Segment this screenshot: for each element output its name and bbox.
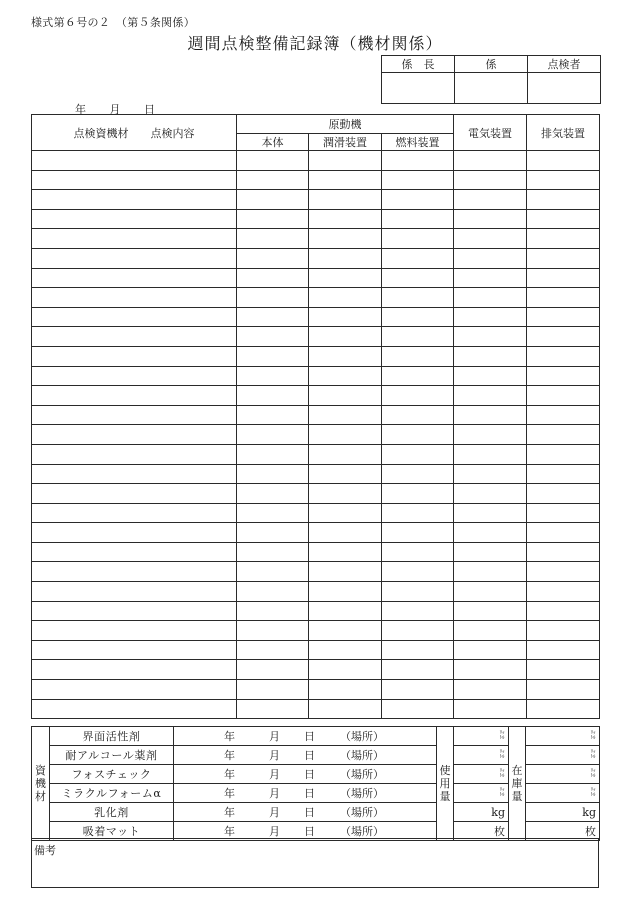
inspection-cell-fuel[interactable] xyxy=(382,209,454,229)
inspection-cell-lubrication[interactable] xyxy=(309,327,382,347)
inspection-cell-lubrication[interactable] xyxy=(309,151,382,171)
inspection-cell-lubrication[interactable] xyxy=(309,268,382,288)
inspection-row xyxy=(32,307,600,327)
inspection-cell-electrical[interactable] xyxy=(454,699,527,719)
unit-label: ﾘｯﾄﾙ xyxy=(590,730,596,741)
inspection-cell-body[interactable] xyxy=(237,386,309,406)
header-electrical: 電気装置 xyxy=(454,115,527,151)
place-label: （場所） xyxy=(340,749,384,762)
inspection-cell-item[interactable] xyxy=(32,405,237,425)
inspection-cell-exhaust[interactable] xyxy=(527,248,600,268)
inspection-cell-electrical[interactable] xyxy=(454,444,527,464)
inspection-cell-item[interactable] xyxy=(32,523,237,543)
inspection-cell-fuel[interactable] xyxy=(382,640,454,660)
inspection-cell-fuel[interactable] xyxy=(382,346,454,366)
inspection-row xyxy=(32,346,600,366)
inspection-cell-fuel[interactable] xyxy=(382,523,454,543)
inspection-cell-body[interactable] xyxy=(237,405,309,425)
approval-stamp-chief[interactable] xyxy=(382,73,455,104)
inspection-row xyxy=(32,640,600,660)
inspection-cell-electrical[interactable] xyxy=(454,484,527,504)
remarks-table xyxy=(31,838,599,888)
used-amount-cell[interactable] xyxy=(454,746,509,765)
header-fuel: 燃料装置 xyxy=(382,134,454,151)
inspection-cell-item[interactable] xyxy=(32,327,237,347)
unit-label: 枚 xyxy=(585,825,596,838)
unit-label: kg xyxy=(582,805,596,819)
date-day-label: 日 xyxy=(304,825,315,838)
remarks-label: 備考 xyxy=(34,844,56,857)
unit-label: ﾘｯﾄﾙ xyxy=(590,787,596,798)
inspection-cell-body[interactable] xyxy=(237,229,309,249)
used-amount-cell[interactable] xyxy=(454,765,509,784)
inspection-row xyxy=(32,425,600,445)
inspection-cell-item[interactable] xyxy=(32,582,237,602)
unit-label: ﾘｯﾄﾙ xyxy=(590,749,596,760)
stock-amount-cell[interactable] xyxy=(526,746,600,765)
date-year-label: 年 xyxy=(224,806,235,819)
inspection-cell-fuel[interactable] xyxy=(382,484,454,504)
date-year-label: 年 xyxy=(224,749,235,762)
inspection-cell-electrical[interactable] xyxy=(454,248,527,268)
date-day-label: 日 xyxy=(304,730,315,743)
inspection-row xyxy=(32,562,600,582)
inspection-cell-exhaust[interactable] xyxy=(527,307,600,327)
stock-amount-label: 在 庫 量 xyxy=(509,727,526,841)
inspection-row xyxy=(32,503,600,523)
inspection-cell-exhaust[interactable] xyxy=(527,621,600,641)
inspection-cell-item[interactable] xyxy=(32,170,237,190)
inspection-cell-item[interactable] xyxy=(32,248,237,268)
inspection-cell-exhaust[interactable] xyxy=(527,660,600,680)
inspection-cell-exhaust[interactable] xyxy=(527,484,600,504)
stock-amount-cell[interactable] xyxy=(526,727,600,746)
inspection-cell-item[interactable] xyxy=(32,307,237,327)
date-day-label: 日 xyxy=(304,768,315,781)
inspection-cell-item[interactable] xyxy=(32,699,237,719)
date-year-label: 年 xyxy=(224,825,235,838)
date-day-label: 日 xyxy=(304,806,315,819)
date-year-label: 年 xyxy=(224,787,235,800)
inspection-cell-body[interactable] xyxy=(237,307,309,327)
place-label: （場所） xyxy=(340,825,384,838)
supply-name: 乳化剤 xyxy=(50,803,174,822)
supply-name: 耐アルコール薬剤 xyxy=(50,746,174,765)
inspection-row xyxy=(32,288,600,308)
unit-label: ﾘｯﾄﾙ xyxy=(499,787,505,798)
used-amount-cell[interactable] xyxy=(454,803,509,822)
inspection-cell-body[interactable] xyxy=(237,503,309,523)
approval-header-staff: 係 xyxy=(455,56,528,73)
date-month-label: 月 xyxy=(269,768,280,781)
inspection-cell-lubrication[interactable] xyxy=(309,464,382,484)
inspection-cell-fuel[interactable] xyxy=(382,386,454,406)
inspection-cell-lubrication[interactable] xyxy=(309,699,382,719)
inspection-cell-lubrication[interactable] xyxy=(309,660,382,680)
inspection-table xyxy=(31,114,600,719)
inspection-cell-electrical[interactable] xyxy=(454,542,527,562)
inspection-cell-fuel[interactable] xyxy=(382,229,454,249)
inspection-cell-body[interactable] xyxy=(237,425,309,445)
approval-header-inspector: 点検者 xyxy=(528,56,601,73)
inspection-cell-item[interactable] xyxy=(32,601,237,621)
inspection-row xyxy=(32,660,600,680)
inspection-cell-electrical[interactable] xyxy=(454,601,527,621)
inspection-cell-lubrication[interactable] xyxy=(309,170,382,190)
inspection-cell-body[interactable] xyxy=(237,209,309,229)
inspection-cell-fuel[interactable] xyxy=(382,366,454,386)
inspection-cell-item[interactable] xyxy=(32,680,237,700)
inspection-cell-electrical[interactable] xyxy=(454,405,527,425)
inspection-row xyxy=(32,582,600,602)
inspection-cell-electrical[interactable] xyxy=(454,288,527,308)
approval-stamp-staff[interactable] xyxy=(455,73,528,104)
inspection-cell-fuel[interactable] xyxy=(382,680,454,700)
inspection-cell-item[interactable] xyxy=(32,209,237,229)
inspection-row xyxy=(32,386,600,406)
inspection-cell-lubrication[interactable] xyxy=(309,346,382,366)
inspection-cell-exhaust[interactable] xyxy=(527,464,600,484)
inspection-cell-electrical[interactable] xyxy=(454,523,527,543)
inspection-cell-lubrication[interactable] xyxy=(309,503,382,523)
inspection-row xyxy=(32,327,600,347)
date-year-label: 年 xyxy=(224,768,235,781)
inspection-cell-electrical[interactable] xyxy=(454,307,527,327)
date-year-label: 年 xyxy=(224,730,235,743)
document-title: 週間点検整備記録簿（機材関係） xyxy=(187,34,443,53)
inspection-cell-exhaust[interactable] xyxy=(527,503,600,523)
inspection-cell-body[interactable] xyxy=(237,444,309,464)
inspection-cell-exhaust[interactable] xyxy=(527,582,600,602)
inspection-cell-fuel[interactable] xyxy=(382,444,454,464)
inspection-cell-electrical[interactable] xyxy=(454,640,527,660)
inspection-cell-exhaust[interactable] xyxy=(527,327,600,347)
date-day-label: 日 xyxy=(304,787,315,800)
inspection-cell-lubrication[interactable] xyxy=(309,523,382,543)
inspection-cell-electrical[interactable] xyxy=(454,151,527,171)
inspection-cell-body[interactable] xyxy=(237,660,309,680)
inspection-cell-electrical[interactable] xyxy=(454,621,527,641)
inspection-cell-exhaust[interactable] xyxy=(527,405,600,425)
supply-date-place[interactable] xyxy=(174,784,437,803)
unit-label: 枚 xyxy=(494,825,505,838)
inspection-cell-electrical[interactable] xyxy=(454,425,527,445)
inspection-cell-fuel[interactable] xyxy=(382,405,454,425)
supply-date-place[interactable] xyxy=(174,765,437,784)
place-label: （場所） xyxy=(340,730,384,743)
inspection-cell-item[interactable] xyxy=(32,484,237,504)
inspection-row xyxy=(32,151,600,171)
supply-name: フォスチェック xyxy=(50,765,174,784)
inspection-cell-item[interactable] xyxy=(32,464,237,484)
inspection-cell-fuel[interactable] xyxy=(382,170,454,190)
inspection-cell-fuel[interactable] xyxy=(382,288,454,308)
supply-name: ミラクルフォームα xyxy=(50,784,174,803)
inspection-cell-fuel[interactable] xyxy=(382,327,454,347)
inspection-cell-exhaust[interactable] xyxy=(527,229,600,249)
unit-label: ﾘｯﾄﾙ xyxy=(499,749,505,760)
inspection-row xyxy=(32,464,600,484)
inspection-row xyxy=(32,680,600,700)
unit-label: ﾘｯﾄﾙ xyxy=(590,768,596,779)
date-day-label: 日 xyxy=(304,749,315,762)
inspection-cell-body[interactable] xyxy=(237,601,309,621)
date-day-label: 日 xyxy=(144,103,155,116)
inspection-cell-exhaust[interactable] xyxy=(527,542,600,562)
inspection-cell-lubrication[interactable] xyxy=(309,601,382,621)
inspection-row xyxy=(32,366,600,386)
inspection-cell-electrical[interactable] xyxy=(454,660,527,680)
inspection-cell-body[interactable] xyxy=(237,170,309,190)
inspection-cell-item[interactable] xyxy=(32,503,237,523)
inspection-cell-exhaust[interactable] xyxy=(527,640,600,660)
inspection-cell-body[interactable] xyxy=(237,640,309,660)
inspection-cell-lubrication[interactable] xyxy=(309,640,382,660)
inspection-cell-lubrication[interactable] xyxy=(309,405,382,425)
inspection-cell-fuel[interactable] xyxy=(382,464,454,484)
inspection-cell-fuel[interactable] xyxy=(382,601,454,621)
inspection-cell-lubrication[interactable] xyxy=(309,582,382,602)
inspection-cell-exhaust[interactable] xyxy=(527,288,600,308)
inspection-cell-body[interactable] xyxy=(237,327,309,347)
supply-date-place[interactable] xyxy=(174,727,437,746)
inspection-cell-item[interactable] xyxy=(32,640,237,660)
inspection-cell-lubrication[interactable] xyxy=(309,209,382,229)
inspection-cell-lubrication[interactable] xyxy=(309,444,382,464)
inspection-cell-body[interactable] xyxy=(237,268,309,288)
inspection-cell-item[interactable] xyxy=(32,562,237,582)
inspection-row xyxy=(32,523,600,543)
inspection-cell-item[interactable] xyxy=(32,660,237,680)
inspection-row xyxy=(32,699,600,719)
inspection-cell-body[interactable] xyxy=(237,621,309,641)
inspection-cell-electrical[interactable] xyxy=(454,366,527,386)
date-month-label: 月 xyxy=(269,806,280,819)
header-prime-mover: 原動機 xyxy=(237,115,454,134)
inspection-cell-lubrication[interactable] xyxy=(309,229,382,249)
header-item-content: 点検資機材 点検内容 xyxy=(32,115,237,151)
inspection-cell-fuel[interactable] xyxy=(382,503,454,523)
inspection-cell-electrical[interactable] xyxy=(454,680,527,700)
inspection-cell-item[interactable] xyxy=(32,386,237,406)
inspection-cell-electrical[interactable] xyxy=(454,170,527,190)
unit-label: ﾘｯﾄﾙ xyxy=(499,730,505,741)
date-month-label: 月 xyxy=(269,825,280,838)
inspection-cell-exhaust[interactable] xyxy=(527,190,600,210)
inspection-cell-fuel[interactable] xyxy=(382,562,454,582)
inspection-cell-body[interactable] xyxy=(237,542,309,562)
inspection-cell-exhaust[interactable] xyxy=(527,562,600,582)
inspection-cell-lubrication[interactable] xyxy=(309,366,382,386)
inspection-cell-item[interactable] xyxy=(32,268,237,288)
inspection-cell-body[interactable] xyxy=(237,562,309,582)
inspection-cell-electrical[interactable] xyxy=(454,190,527,210)
inspection-cell-exhaust[interactable] xyxy=(527,523,600,543)
inspection-cell-lubrication[interactable] xyxy=(309,484,382,504)
inspection-cell-exhaust[interactable] xyxy=(527,209,600,229)
date-month-label: 月 xyxy=(269,749,280,762)
inspection-cell-item[interactable] xyxy=(32,366,237,386)
inspection-cell-fuel[interactable] xyxy=(382,582,454,602)
inspection-cell-exhaust[interactable] xyxy=(527,268,600,288)
approval-header-chief: 係 長 xyxy=(382,56,455,73)
place-label: （場所） xyxy=(340,806,384,819)
inspection-cell-electrical[interactable] xyxy=(454,229,527,249)
inspection-cell-body[interactable] xyxy=(237,190,309,210)
place-label: （場所） xyxy=(340,768,384,781)
date-month-label: 月 xyxy=(269,730,280,743)
stock-amount-cell[interactable] xyxy=(526,803,600,822)
supply-date-place[interactable] xyxy=(174,803,437,822)
inspection-row xyxy=(32,405,600,425)
inspection-cell-exhaust[interactable] xyxy=(527,601,600,621)
inspection-cell-electrical[interactable] xyxy=(454,464,527,484)
inspection-cell-lubrication[interactable] xyxy=(309,288,382,308)
supplies-table xyxy=(31,726,600,841)
inspection-cell-exhaust[interactable] xyxy=(527,425,600,445)
inspection-cell-fuel[interactable] xyxy=(382,699,454,719)
inspection-cell-electrical[interactable] xyxy=(454,503,527,523)
approval-stamp-table xyxy=(381,55,601,104)
inspection-row xyxy=(32,444,600,464)
used-amount-label: 使 用 量 xyxy=(437,727,454,841)
stock-amount-cell[interactable] xyxy=(526,765,600,784)
inspection-cell-exhaust[interactable] xyxy=(527,444,600,464)
inspection-cell-exhaust[interactable] xyxy=(527,699,600,719)
inspection-cell-lubrication[interactable] xyxy=(309,386,382,406)
inspection-cell-body[interactable] xyxy=(237,151,309,171)
inspection-cell-body[interactable] xyxy=(237,288,309,308)
supply-row xyxy=(32,727,600,746)
inspection-cell-item[interactable] xyxy=(32,190,237,210)
inspection-cell-fuel[interactable] xyxy=(382,190,454,210)
inspection-cell-body[interactable] xyxy=(237,366,309,386)
inspection-cell-item[interactable] xyxy=(32,425,237,445)
inspection-row xyxy=(32,170,600,190)
inspection-cell-exhaust[interactable] xyxy=(527,346,600,366)
inspection-cell-electrical[interactable] xyxy=(454,562,527,582)
date-year-label: 年 xyxy=(75,103,86,116)
inspection-cell-lubrication[interactable] xyxy=(309,425,382,445)
inspection-cell-lubrication[interactable] xyxy=(309,190,382,210)
inspection-cell-electrical[interactable] xyxy=(454,209,527,229)
inspection-cell-lubrication[interactable] xyxy=(309,307,382,327)
inspection-cell-item[interactable] xyxy=(32,542,237,562)
used-amount-cell[interactable] xyxy=(454,784,509,803)
inspection-cell-item[interactable] xyxy=(32,444,237,464)
inspection-cell-body[interactable] xyxy=(237,680,309,700)
date-month-label: 月 xyxy=(109,103,121,116)
inspection-cell-exhaust[interactable] xyxy=(527,366,600,386)
inspection-cell-body[interactable] xyxy=(237,582,309,602)
inspection-cell-lubrication[interactable] xyxy=(309,562,382,582)
inspection-cell-fuel[interactable] xyxy=(382,307,454,327)
inspection-cell-lubrication[interactable] xyxy=(309,680,382,700)
inspection-cell-electrical[interactable] xyxy=(454,268,527,288)
inspection-cell-fuel[interactable] xyxy=(382,660,454,680)
inspection-row xyxy=(32,542,600,562)
inspection-cell-body[interactable] xyxy=(237,484,309,504)
inspection-cell-fuel[interactable] xyxy=(382,621,454,641)
header-body: 本体 xyxy=(237,134,309,151)
inspection-cell-lubrication[interactable] xyxy=(309,248,382,268)
inspection-cell-exhaust[interactable] xyxy=(527,170,600,190)
inspection-cell-fuel[interactable] xyxy=(382,542,454,562)
inspection-cell-fuel[interactable] xyxy=(382,425,454,445)
inspection-cell-body[interactable] xyxy=(237,346,309,366)
inspection-cell-item[interactable] xyxy=(32,346,237,366)
inspection-cell-exhaust[interactable] xyxy=(527,680,600,700)
form-code: 様式第６号の２ （第５条関係） xyxy=(31,16,195,29)
inspection-cell-fuel[interactable] xyxy=(382,268,454,288)
inspection-cell-electrical[interactable] xyxy=(454,386,527,406)
inspection-cell-body[interactable] xyxy=(237,464,309,484)
inspection-row xyxy=(32,268,600,288)
inspection-cell-body[interactable] xyxy=(237,248,309,268)
inspection-row xyxy=(32,621,600,641)
inspection-cell-exhaust[interactable] xyxy=(527,151,600,171)
inspection-cell-body[interactable] xyxy=(237,699,309,719)
remarks-field[interactable] xyxy=(32,839,599,888)
inspection-cell-body[interactable] xyxy=(237,523,309,543)
stock-amount-cell[interactable] xyxy=(526,784,600,803)
approval-stamp-inspector[interactable] xyxy=(528,73,601,104)
supplies-group-label: 資 機 材 xyxy=(32,727,50,841)
inspection-cell-electrical[interactable] xyxy=(454,582,527,602)
supply-name: 界面活性剤 xyxy=(50,727,174,746)
header-lubrication: 潤滑装置 xyxy=(309,134,382,151)
inspection-cell-lubrication[interactable] xyxy=(309,542,382,562)
place-label: （場所） xyxy=(340,787,384,800)
inspection-row xyxy=(32,209,600,229)
inspection-cell-exhaust[interactable] xyxy=(527,386,600,406)
date-month-label: 月 xyxy=(269,787,280,800)
inspection-row xyxy=(32,190,600,210)
inspection-cell-item[interactable] xyxy=(32,621,237,641)
inspection-cell-item[interactable] xyxy=(32,151,237,171)
inspection-row xyxy=(32,601,600,621)
unit-label: kg xyxy=(491,805,505,819)
inspection-cell-fuel[interactable] xyxy=(382,248,454,268)
inspection-cell-electrical[interactable] xyxy=(454,327,527,347)
inspection-row xyxy=(32,484,600,504)
used-amount-cell[interactable] xyxy=(454,727,509,746)
inspection-cell-item[interactable] xyxy=(32,229,237,249)
inspection-cell-fuel[interactable] xyxy=(382,151,454,171)
inspection-row xyxy=(32,229,600,249)
supply-date-place[interactable] xyxy=(174,746,437,765)
inspection-cell-item[interactable] xyxy=(32,288,237,308)
supply-name: 吸着マット xyxy=(50,822,174,841)
header-exhaust: 排気装置 xyxy=(527,115,600,151)
inspection-row xyxy=(32,248,600,268)
inspection-cell-electrical[interactable] xyxy=(454,346,527,366)
inspection-cell-lubrication[interactable] xyxy=(309,621,382,641)
unit-label: ﾘｯﾄﾙ xyxy=(499,768,505,779)
